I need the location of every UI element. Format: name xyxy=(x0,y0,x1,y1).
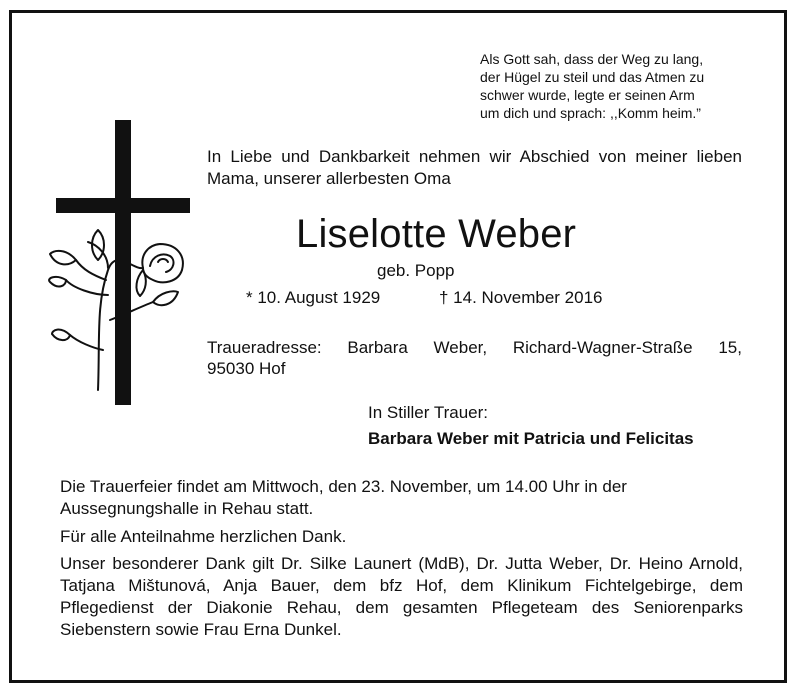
thanks-text: Für alle Anteilnahme herzlichen Dank. xyxy=(60,527,347,546)
mourners-label: In Stiller Trauer: xyxy=(368,403,488,422)
poem xyxy=(480,50,750,122)
poem-line: um dich und sprach: ,,Komm heim.” xyxy=(480,105,701,121)
death-date: † 14. November 2016 xyxy=(439,288,603,307)
mourners-names: Barbara Weber mit Patricia und Felicitas xyxy=(368,429,694,448)
poem-line: schwer wurde, legte er seinen Arm xyxy=(480,87,695,103)
special-thanks: Unser besonderer Dank gilt Dr. Silke Launert (MdB), Dr. Jutta Weber, Dr. Heino Arnold, Tatjana Mištunová, Anja Bauer, dem bfz Hof, dem Klinikum Fichtelgebirge, dem Pflegedienst der Diakonie Rehau, dem gesamten Pflegeteam des Seniorenparks Siebenstern sowie Frau Erna Dunkel. xyxy=(60,554,743,639)
address-label: Traueradresse: xyxy=(207,338,322,357)
address-number: 15, xyxy=(718,338,742,357)
intro-text: In Liebe und Dankbarkeit nehmen wir Abschied von meiner lieben Mama, unserer allerbesten Oma xyxy=(207,147,742,188)
cross-with-rose-icon xyxy=(48,120,198,405)
birth-date: * 10. August 1929 xyxy=(246,288,381,307)
address-city: 95030 Hof xyxy=(207,359,286,378)
address-street: Richard-Wagner-Straße xyxy=(512,338,693,357)
address-surname: Weber, xyxy=(433,338,488,357)
mourning-address xyxy=(207,337,742,379)
maiden-name: geb. Popp xyxy=(377,261,455,280)
address-name: Barbara xyxy=(347,338,408,357)
funeral-info: Die Trauerfeier findet am Mittwoch, den 23. November, um 14.00 Uhr in der Aussegnungshalle in Rehau statt. xyxy=(60,477,627,518)
poem-line: Als Gott sah, dass der Weg zu lang, xyxy=(480,51,704,67)
deceased-name: Liselotte Weber xyxy=(296,212,577,256)
poem-line: der Hügel zu steil und das Atmen zu xyxy=(480,69,705,85)
